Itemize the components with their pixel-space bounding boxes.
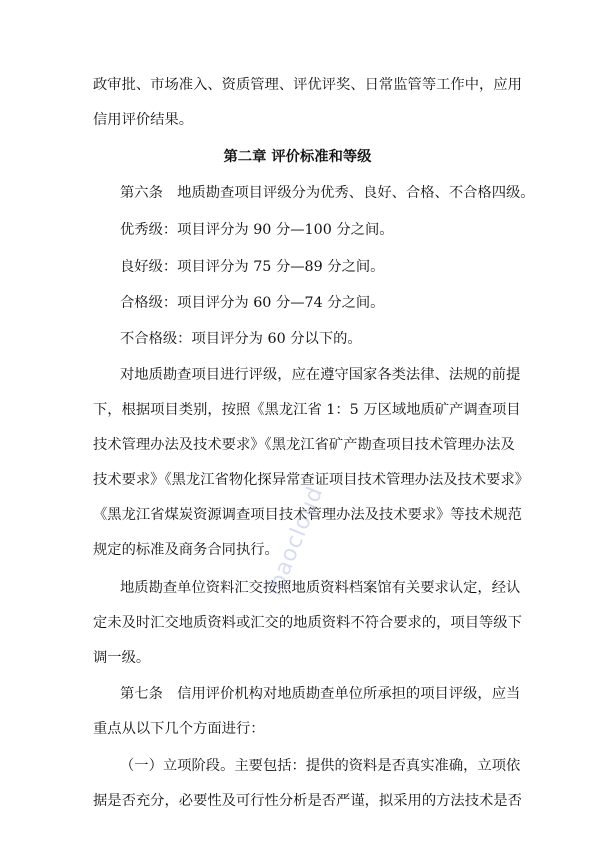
grade-fail-line: 不合格级：项目评分为 60 分以下的。 [120,331,362,347]
paragraph-line: 对地质勘查项目进行评级，应在遵守国家各类法律、法规的前提 [120,367,521,383]
article-seven-line: 第七条 信用评价机构对地质勘查单位所承担的项目评级，应当 [120,686,521,702]
paragraph-line: 下，根据项目类别，按照《黑龙江省 1：5 万区域地质矿产调查项目 [93,402,521,418]
paragraph-line: 技术要求》《黑龙江省物化探异常查证项目技术管理办法及技术要求》 [93,472,530,488]
paragraph-line: 信用评价结果。 [93,112,194,128]
paragraph-line: 调一级。 [93,650,151,666]
paragraph-line: 地质勘查单位资料汇交按照地质资料档案馆有关要求认定，经认 [120,580,521,596]
paragraph-line: 据是否充分，必要性及可行性分析是否严谨，拟采用的方法技术是否 [93,793,522,809]
chapter-heading: 第二章 评价标准和等级 [223,149,372,165]
grade-excellent-line: 优秀级：项目评分为 90 分—100 分之间。 [120,222,394,238]
paragraph-line: 重点从以下几个方面进行： [93,721,265,737]
paragraph-line: 政审批、市场准入、资质管理、评优评奖、日常监管等工作中，应用 [93,77,522,93]
article-six-line: 第六条 地质勘查项目评级分为优秀、良好、合格、不合格四级。 [120,185,535,201]
paragraph-line: 定未及时汇交地质资料或汇交的地质资料不符合要求的，项目等级下 [93,615,522,631]
paragraph-line: （一）立项阶段。主要包括：提供的资料是否真实准确，立项依 [120,758,521,774]
paragraph-line: 规定的标准及商务合同执行。 [93,542,279,558]
grade-pass-line: 合格级：项目评分为 60 分—74 分之间。 [120,295,385,311]
paragraph-line: 技术管理办法及技术要求》《黑龙江省矿产勘查项目技术管理办法及 [93,437,515,453]
grade-good-line: 良好级：项目评分为 75 分—89 分之间。 [120,259,385,275]
paragraph-line: 《黑龙江省煤炭资源调查项目技术管理办法及技术要求》等技术规范 [93,507,522,523]
watermark-logo: ibaocloud [262,482,329,600]
